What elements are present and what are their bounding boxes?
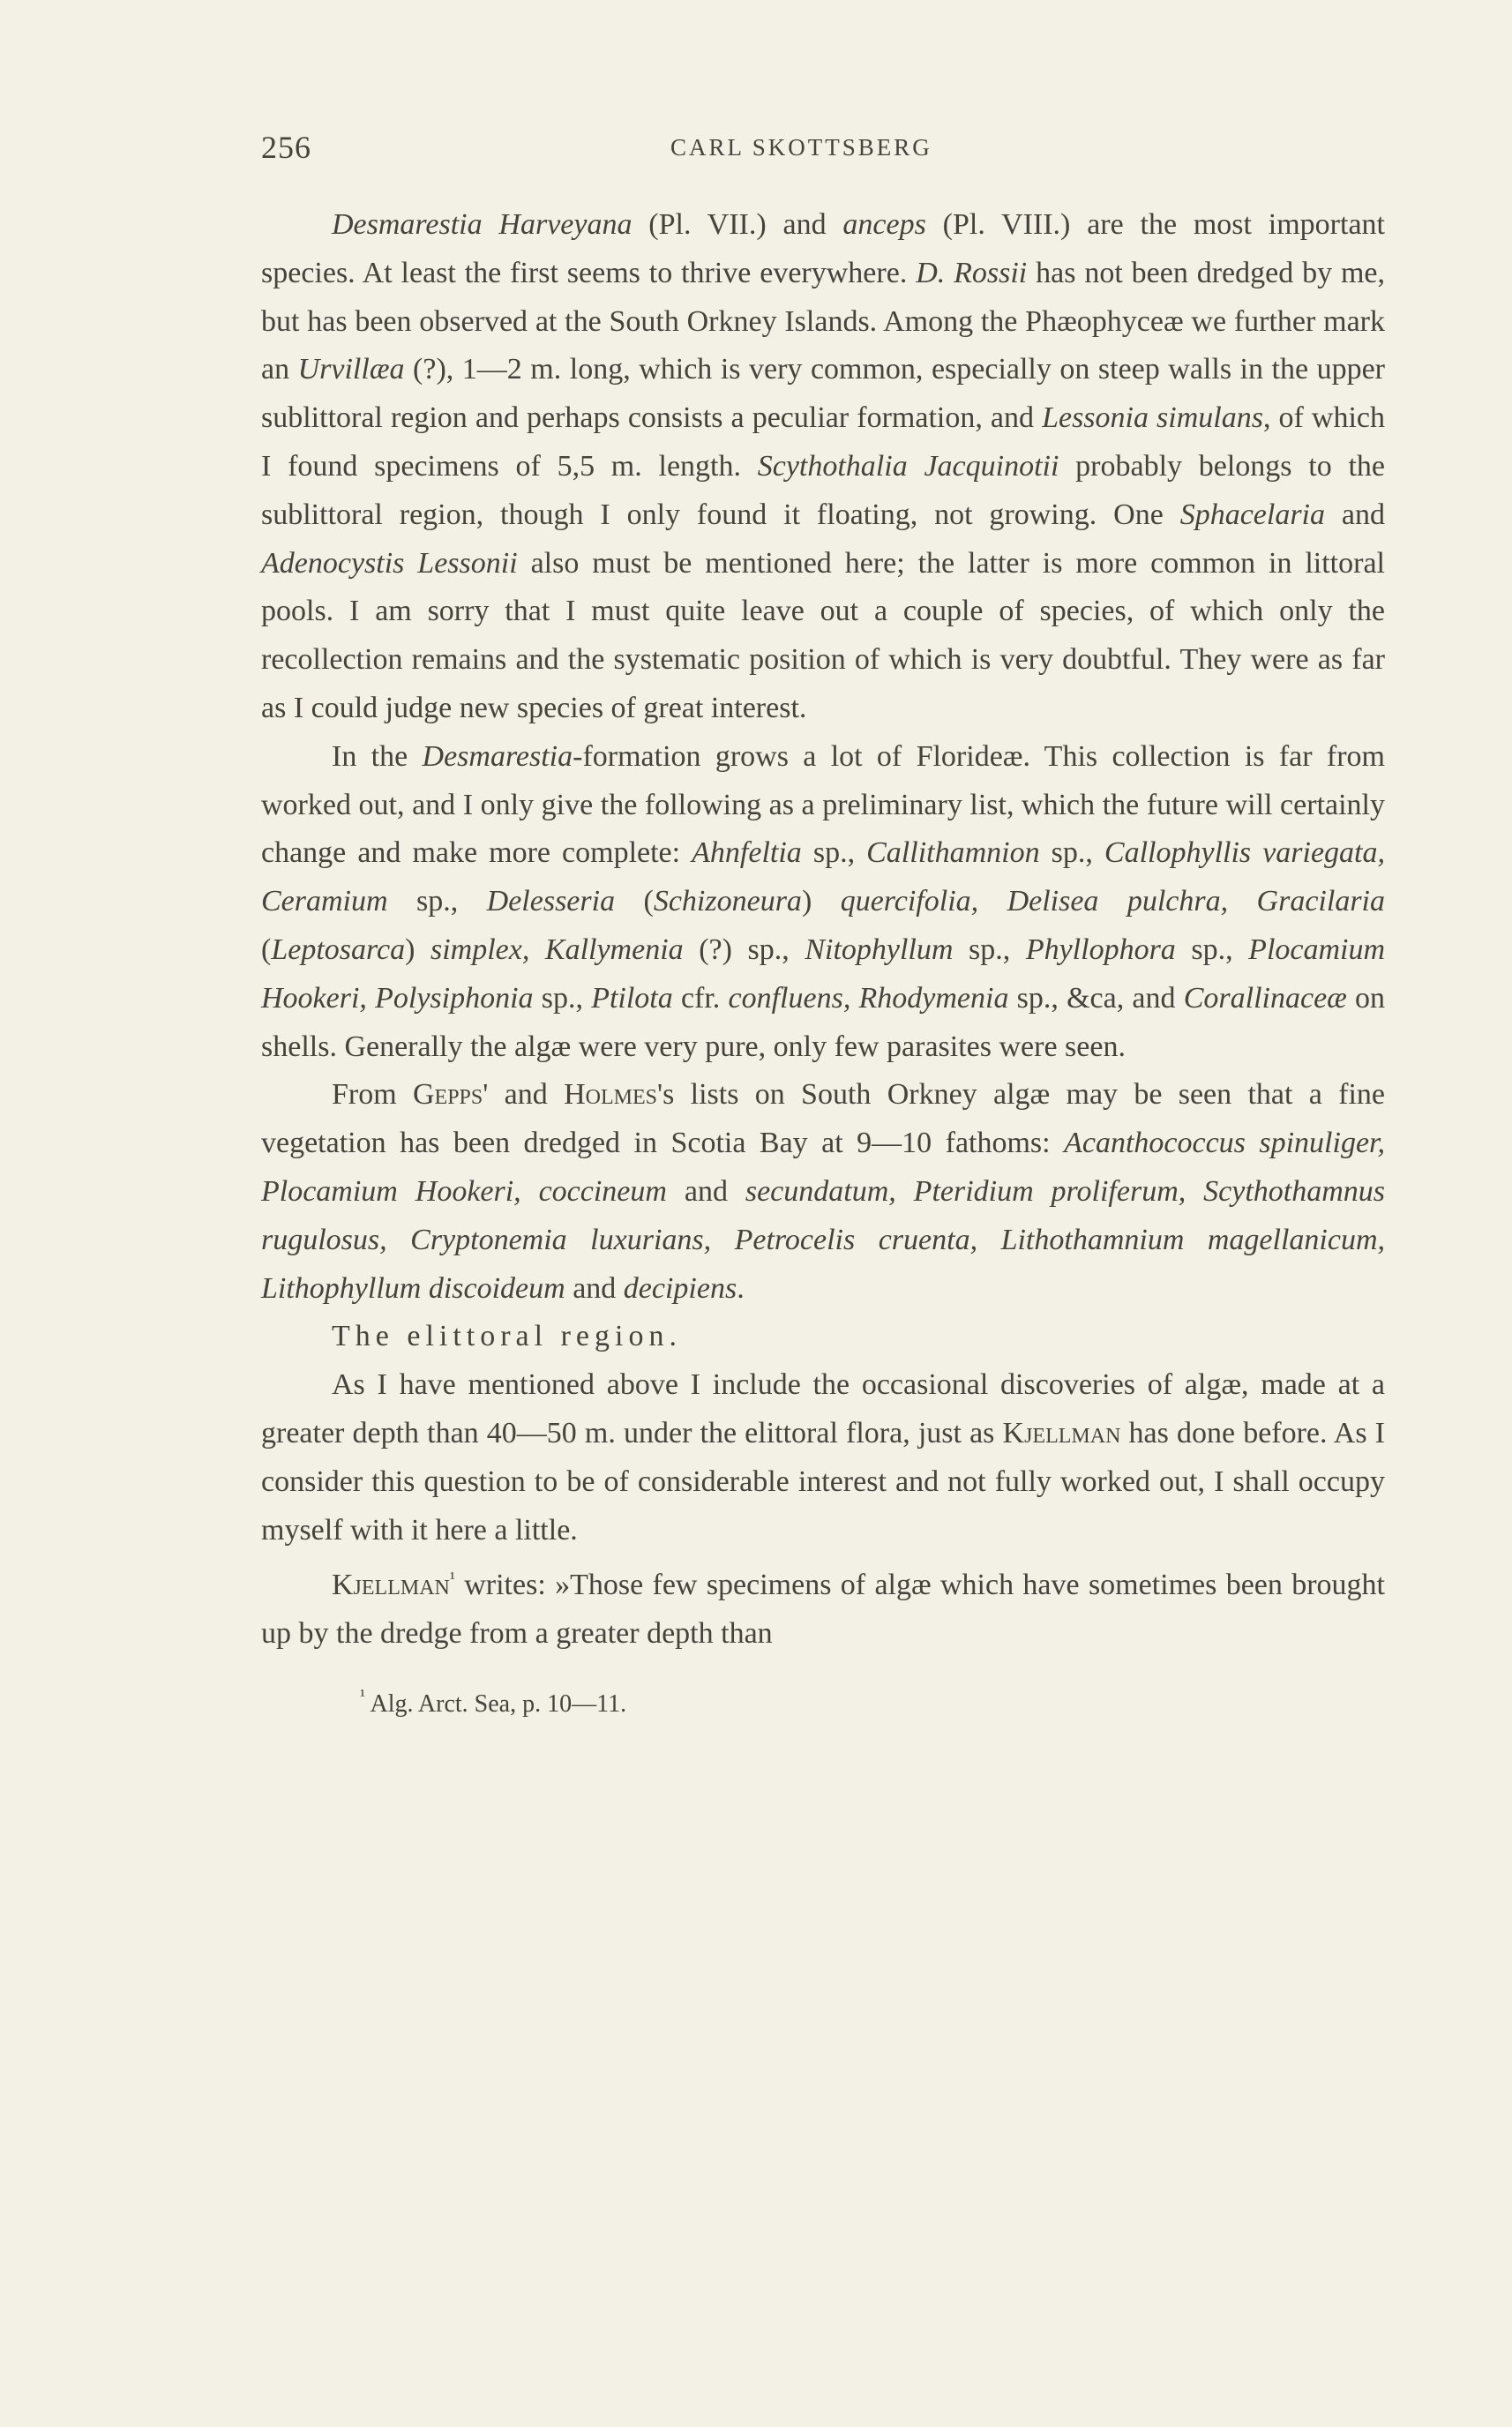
italic-text: D. Rossii [916,256,1028,289]
footnote-marker: ¹ [360,1685,365,1705]
italic-text: Ahnfeltia [692,836,802,870]
italic-text: Scythothalia Jacquinotii [757,449,1059,483]
paragraph [261,1361,1385,1554]
italic-text: Schizoneura [653,885,802,918]
text-run: , of which I found specimens of 5,5 m. length. [261,401,1385,483]
italic-text: Desmarestia Harveyana [332,208,632,241]
text-run: also must be mentioned here; the latter is more common in littoral pools. I am sorry that I must quite leave out a couple of species, of which only the recollection remains and the systematic position of which is very doubtful. They were as far as I could judge new species of great interest. [261,546,1385,724]
text-run: As I have mentioned above I include the occasional discoveries of algæ, made at a greater depth than 40—50 m. under the elittoral flora, just as [261,1368,1385,1449]
text-run: (?), 1—2 m. long, which is very common, especially on steep walls in the upper sublittoral region and perhaps consists a peculiar formation, and [261,353,1385,435]
italic-text: Ptilota [591,981,673,1015]
text-run: cfr. [672,981,729,1015]
text-run: sp., [953,933,1026,966]
paragraph [261,201,1385,733]
text-run: has not been dredged by me, but has been observed at the South Orkney Islands. Among the Phæophyceæ we further mark an [261,256,1385,386]
italic-text: Leptosarca [271,933,406,966]
author-name: Holmes [564,1078,657,1112]
paragraph [261,1071,1385,1313]
section-heading: The elittoral region. [332,1320,682,1353]
italic-text: Acanthococcus spinuliger, Plocamium Hookeri, coccineum [261,1127,1386,1208]
text-run: has done before. As I consider this question to be of considerable interest and not fully worked out, I shall occupy myself with it here a little. [261,1416,1385,1547]
italic-text: Phyllophora [1025,933,1176,966]
text-run: sp., [801,836,867,870]
text-run: . [737,1271,745,1305]
paragraph [261,1313,1385,1361]
paragraph [261,733,1385,1072]
text-run: sp., &ca, and [1008,981,1184,1015]
italic-text: decipiens [623,1271,737,1305]
text-run: and [565,1271,624,1305]
text-run: and [666,1174,745,1208]
text-run: sp., [387,885,487,918]
page-number: 256 [261,130,311,165]
text-run: ( [261,933,272,966]
italic-text: Callophyllis variegata, Ceramium [261,836,1386,918]
italic-text: Adenocystis Lessonii [261,546,518,580]
text-run: on shells. Generally the algæ were very pure, only few parasites were seen. [261,981,1386,1063]
footnote [360,1678,1385,1722]
italic-text: Lessonia simulans [1042,401,1263,435]
text-run: probably belongs to the sublittoral region, though I only found it floating, not growing. One [261,449,1386,531]
text-run: In the [332,739,423,773]
text-run: ) [801,885,841,918]
text-run: ) [405,933,430,966]
italic-text: anceps [842,208,926,241]
text-run: (Pl. VII.) and [632,208,843,241]
text-run: From [332,1078,413,1112]
italic-text: Nitophyllum [805,933,954,966]
footnote-text: Alg. Arct. Sea, p. 10—11. [370,1689,627,1718]
text-run: 's lists on South Orkney algæ may be seen that a fine vegetation has been dredged in Scotia Bay at 9—10 fathoms: [261,1078,1385,1160]
italic-text: secundatum, Pteridium proliferum, Scythothamnus rugulosus, Cryptonemia luxurians, Petrocelis cruenta, Lithothamnium magellanicum, Lithophyllum discoideum [261,1174,1386,1305]
italic-text: confluens, Rhodymenia [728,981,1009,1015]
text-run: sp., [533,981,592,1015]
text-run: (?) sp., [683,933,805,966]
text-run: ( [615,885,654,918]
page-header [261,129,1385,182]
footnote-ref: ¹ [449,1569,455,1589]
text-run: sp., [1175,933,1249,966]
body-text [261,201,1385,1659]
italic-text: Delesseria [486,885,616,918]
italic-text: Sphacelaria [1179,498,1325,531]
italic-text: Callithamnion [866,836,1040,870]
text-run: writes: »Those few specimens of algæ which have sometimes been brought up by the dredge from a greater depth than [261,1569,1385,1651]
text-run: and [1325,498,1385,531]
text-run: ' and [483,1078,565,1112]
paragraph [261,1554,1385,1659]
italic-text: Desmarestia [422,739,573,773]
author-name: Gepps [412,1078,483,1112]
italic-text: Corallinaceæ [1183,981,1347,1015]
author-name: Kjellman [1002,1416,1121,1449]
text-run: sp., [1039,836,1104,870]
document-page [261,129,1385,1722]
italic-text: Plocamium Hookeri, Polysiphonia [261,933,1386,1015]
text-run: (Pl. VIII.) are the most important species. At least the first seems to thrive everywhere. [261,208,1385,289]
text-run: -formation grows a lot of Florideæ. This collection is far from worked out, and I only give the following as a preliminary list, which the future will certainly change and make more complete: [261,739,1385,870]
italic-text: quercifolia, Delisea pulchra, Gracilaria [840,885,1386,918]
italic-text: simplex, Kallymenia [430,933,684,966]
author-name: Kjellman [332,1569,450,1602]
running-head: CARL SKOTTSBERG [670,134,932,161]
italic-text: Urvillæa [297,353,405,386]
